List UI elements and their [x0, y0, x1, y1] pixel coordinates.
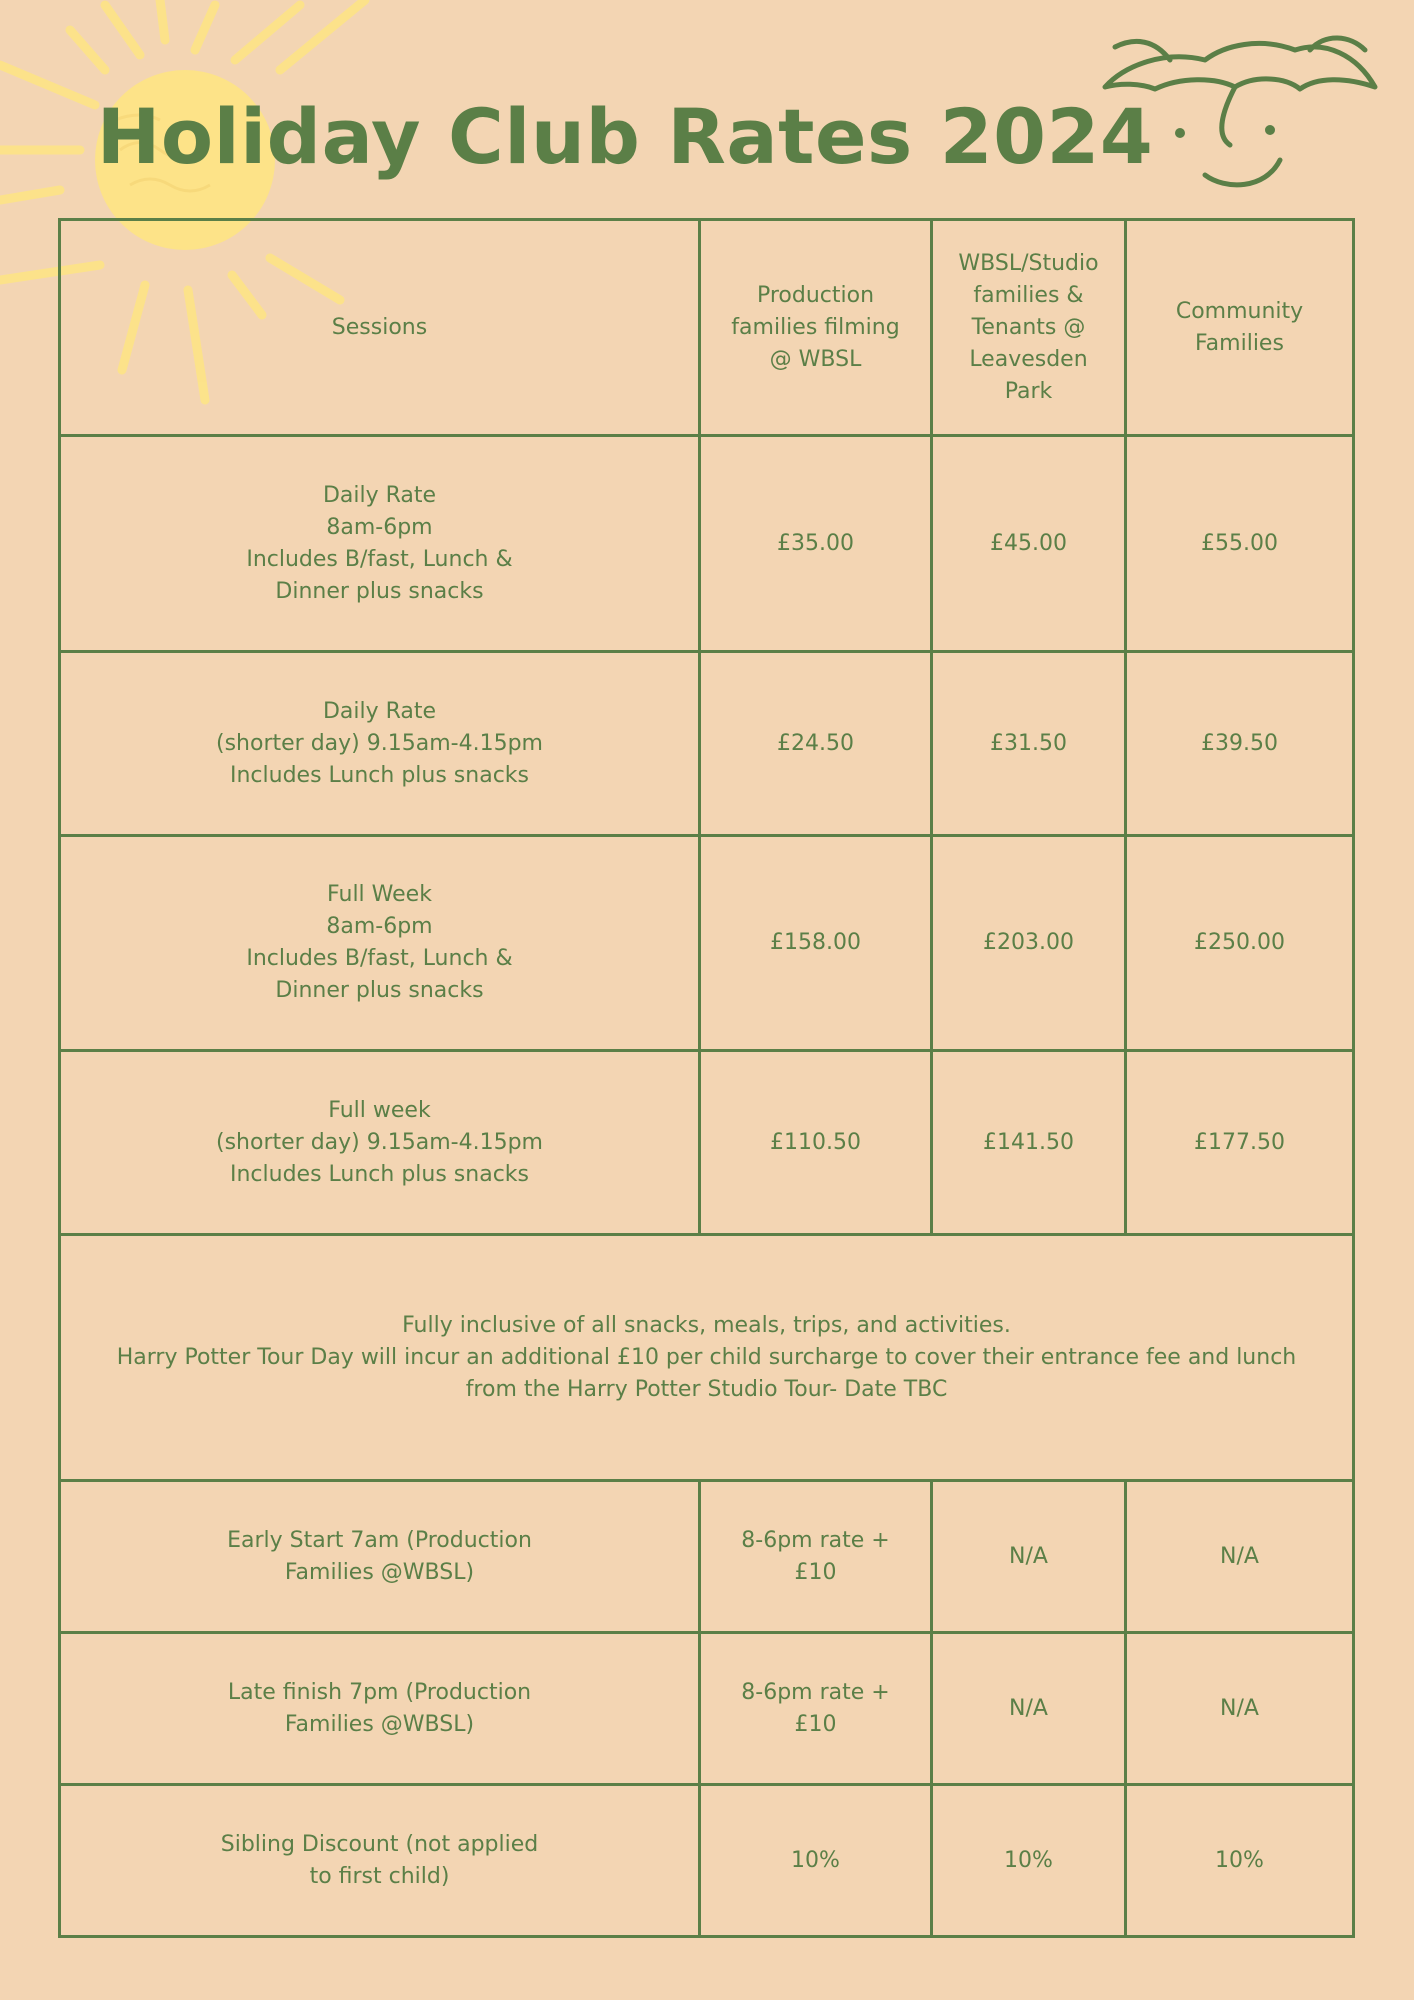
table-row: [60, 1481, 1354, 1633]
community-rate: £250.00: [1126, 836, 1354, 1051]
table-row: [60, 836, 1354, 1051]
session-cell: Daily Rate 8am-6pm Includes B/fast, Lunch & Dinner plus snacks: [60, 436, 700, 652]
studio-rate: £31.50: [932, 652, 1126, 836]
table-row: [60, 1051, 1354, 1235]
studio-rate: N/A: [932, 1633, 1126, 1785]
studio-rate: £45.00: [932, 436, 1126, 652]
table-row: [60, 436, 1354, 652]
inclusive-note: Fully inclusive of all snacks, meals, trips, and activities. Harry Potter Tour Day will incur an additional £10 per child surcharge to cover their entrance fee and lunch from the Harry Potter Studio Tour- Date TBC: [60, 1235, 1354, 1481]
header-row: [60, 220, 1354, 436]
production-rate: £158.00: [700, 836, 932, 1051]
note-row: [60, 1235, 1354, 1481]
studio-rate: N/A: [932, 1481, 1126, 1633]
session-cell: Full Week 8am-6pm Includes B/fast, Lunch & Dinner plus snacks: [60, 836, 700, 1051]
studio-rate: £203.00: [932, 836, 1126, 1051]
production-rate: 8-6pm rate +£10: [700, 1633, 932, 1785]
session-cell: Late finish 7pm (Production Families @WBSL): [60, 1633, 700, 1785]
header-sessions: Sessions: [60, 220, 700, 436]
community-rate: N/A: [1126, 1481, 1354, 1633]
header-production-families: Production families filming @ WBSL: [700, 220, 932, 436]
community-rate: N/A: [1126, 1633, 1354, 1785]
community-rate: £55.00: [1126, 436, 1354, 652]
production-rate: £35.00: [700, 436, 932, 652]
table-row: [60, 652, 1354, 836]
studio-rate: £141.50: [932, 1051, 1126, 1235]
production-rate: £110.50: [700, 1051, 932, 1235]
community-rate: £39.50: [1126, 652, 1354, 836]
production-rate: 10%: [700, 1785, 932, 1937]
studio-rate: 10%: [932, 1785, 1126, 1937]
production-rate: 8-6pm rate +£10: [700, 1481, 932, 1633]
community-rate: 10%: [1126, 1785, 1354, 1937]
table-row: [60, 1633, 1354, 1785]
table-row: [60, 1785, 1354, 1937]
header-community-families: Community Families: [1126, 220, 1354, 436]
rates-table: [58, 218, 1355, 1938]
session-cell: Sibling Discount (not applied to first child): [60, 1785, 700, 1937]
community-rate: £177.50: [1126, 1051, 1354, 1235]
session-cell: Full week (shorter day) 9.15am-4.15pm Includes Lunch plus snacks: [60, 1051, 700, 1235]
page-title: Holiday Club Rates 2024: [96, 92, 1154, 181]
session-cell: Daily Rate (shorter day) 9.15am-4.15pm Includes Lunch plus snacks: [60, 652, 700, 836]
session-cell: Early Start 7am (Production Families @WBSL): [60, 1481, 700, 1633]
production-rate: £24.50: [700, 652, 932, 836]
header-studio-families: WBSL/Studio families & Tenants @ Leavesden Park: [932, 220, 1126, 436]
